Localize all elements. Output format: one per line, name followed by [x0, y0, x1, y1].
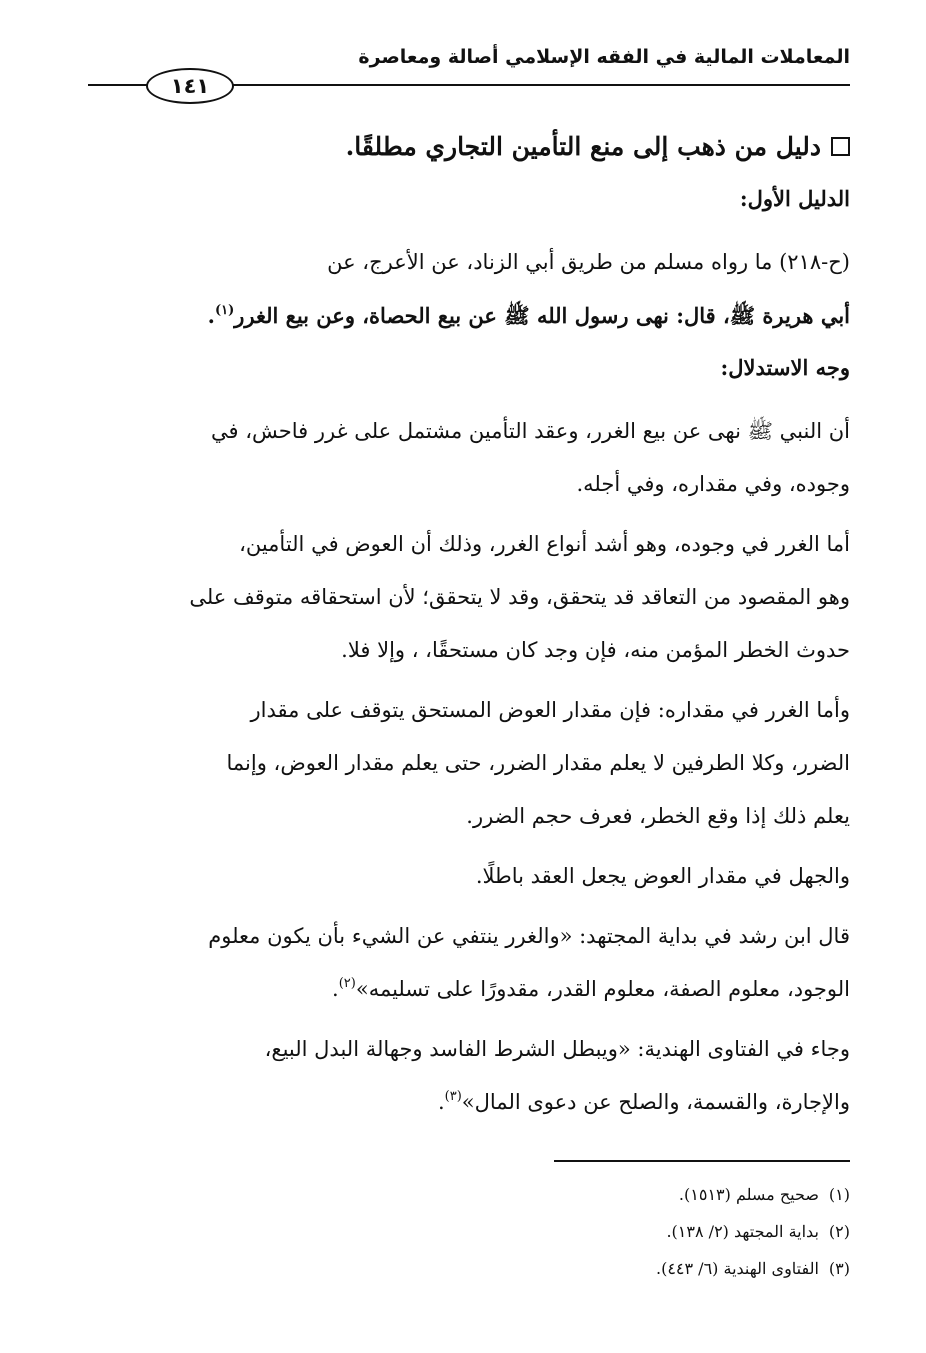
paragraph-2-line-3: حدوث الخطر المؤمن منه، فإن وجد كان مستحقًا، ، وإلا فلا. — [341, 638, 850, 662]
hindiyya-paragraph — [84, 1023, 850, 1129]
footnote-1-number: (١) — [828, 1185, 850, 1204]
footnote-ref-1[interactable]: (١) — [214, 303, 235, 318]
footnote-3-text: الفتاوى الهندية (٦/ ٤٤٣). — [655, 1259, 819, 1278]
running-title: المعاملات المالية في الفقه الإسلامي أصالة ومعاصرة — [358, 46, 850, 68]
paragraph-3 — [84, 684, 850, 843]
ibn-rushd-line-2 — [84, 963, 850, 1016]
inference-heading: وجه الاستدلال: — [720, 355, 850, 380]
paragraph-2 — [84, 518, 850, 677]
ibn-rushd-line-end: . — [332, 977, 339, 1001]
hadith-line-2 — [84, 289, 850, 342]
paragraph-3-line-2: الضرر، وكلا الطرفين لا يعلم مقدار الضرر، حتى يعلم مقدار العوض، وإنما — [226, 751, 850, 775]
hadith-line-1: (ح-٢١٨) ما رواه مسلم من طريق أبي الزناد، عن الأعرج، عن — [327, 250, 850, 274]
footnote-ref-2[interactable]: (٢) — [338, 976, 356, 991]
ibn-rushd-line-2-text: الوجود، معلوم الصفة، معلوم القدر، مقدورًا على تسليمه» — [355, 977, 850, 1001]
footnote-3 — [300, 1250, 850, 1287]
paragraph-4 — [84, 850, 850, 903]
footnote-1-text: صحيح مسلم (١٥١٣). — [678, 1185, 819, 1204]
ibn-rushd-paragraph — [84, 910, 850, 1016]
footnote-2-text: بداية المجتهد (٢/ ١٣٨). — [666, 1222, 819, 1241]
hadith-line-end: . — [207, 303, 215, 328]
hindiyya-line-2-text: والإجارة، والقسمة، والصلح عن دعوى المال» — [461, 1090, 850, 1114]
paragraph-3-line-3: يعلم ذلك إذا وقع الخطر، فعرف حجم الضرر. — [466, 804, 850, 828]
hadith-paragraph — [84, 236, 850, 342]
paragraph-2-line-1: أما الغرر في وجوده، وهو أشد أنواع الغرر، وذلك أن العوض في التأمين، — [239, 532, 850, 556]
paragraph-3-line-1: وأما الغرر في مقداره: فإن مقدار العوض المستحق يتوقف على مقدار — [250, 698, 850, 722]
first-evidence-heading: الدليل الأول: — [739, 186, 850, 211]
hadith-quote: قال: نهى رسول الله ﷺ عن بيع الحصاة، وعن بيع الغرر — [234, 303, 716, 328]
ibn-rushd-line-1: قال ابن رشد في بداية المجتهد: «والغرر ينتفي عن الشيء بأن يكون معلوم — [208, 924, 850, 948]
footnote-2-number: (٢) — [828, 1222, 850, 1241]
footnote-ref-3[interactable]: (٣) — [444, 1089, 462, 1104]
paragraph-1 — [84, 405, 850, 511]
hindiyya-line-end: . — [437, 1090, 445, 1114]
footnote-1 — [300, 1176, 850, 1213]
body-text — [84, 122, 850, 1136]
paragraph-2-line-2: وهو المقصود من التعاقد قد يتحقق، وقد لا يتحقق؛ لأن استحقاقه متوقف على — [189, 585, 850, 609]
square-bullet-icon — [831, 137, 850, 156]
page-number: ١٤١ — [146, 68, 234, 104]
footnotes — [300, 1176, 850, 1287]
paragraph-4-line-1: والجهل في مقدار العوض يجعل العقد باطلًا. — [475, 864, 850, 888]
footnote-3-number: (٣) — [828, 1259, 850, 1278]
footnote-2 — [300, 1213, 850, 1250]
hindiyya-line-2 — [84, 1076, 850, 1129]
section-title — [84, 122, 850, 172]
hindiyya-line-1: وجاء في الفتاوى الهندية: «ويبطل الشرط الفاسد وجهالة البدل البيع، — [264, 1037, 850, 1061]
paragraph-1-line-2: وجوده، وفي مقداره، وفي أجله. — [576, 472, 850, 496]
hadith-narrator: أبي هريرة ﷺ، — [715, 303, 850, 328]
paragraph-1-line-1: أن النبي ﷺ نهى عن بيع الغرر، وعقد التأمين مشتمل على غرر فاحش، في — [210, 419, 850, 443]
footnote-rule — [554, 1160, 850, 1162]
section-title-text: دليل من ذهب إلى منع التأمين التجاري مطلقًا. — [345, 132, 821, 161]
